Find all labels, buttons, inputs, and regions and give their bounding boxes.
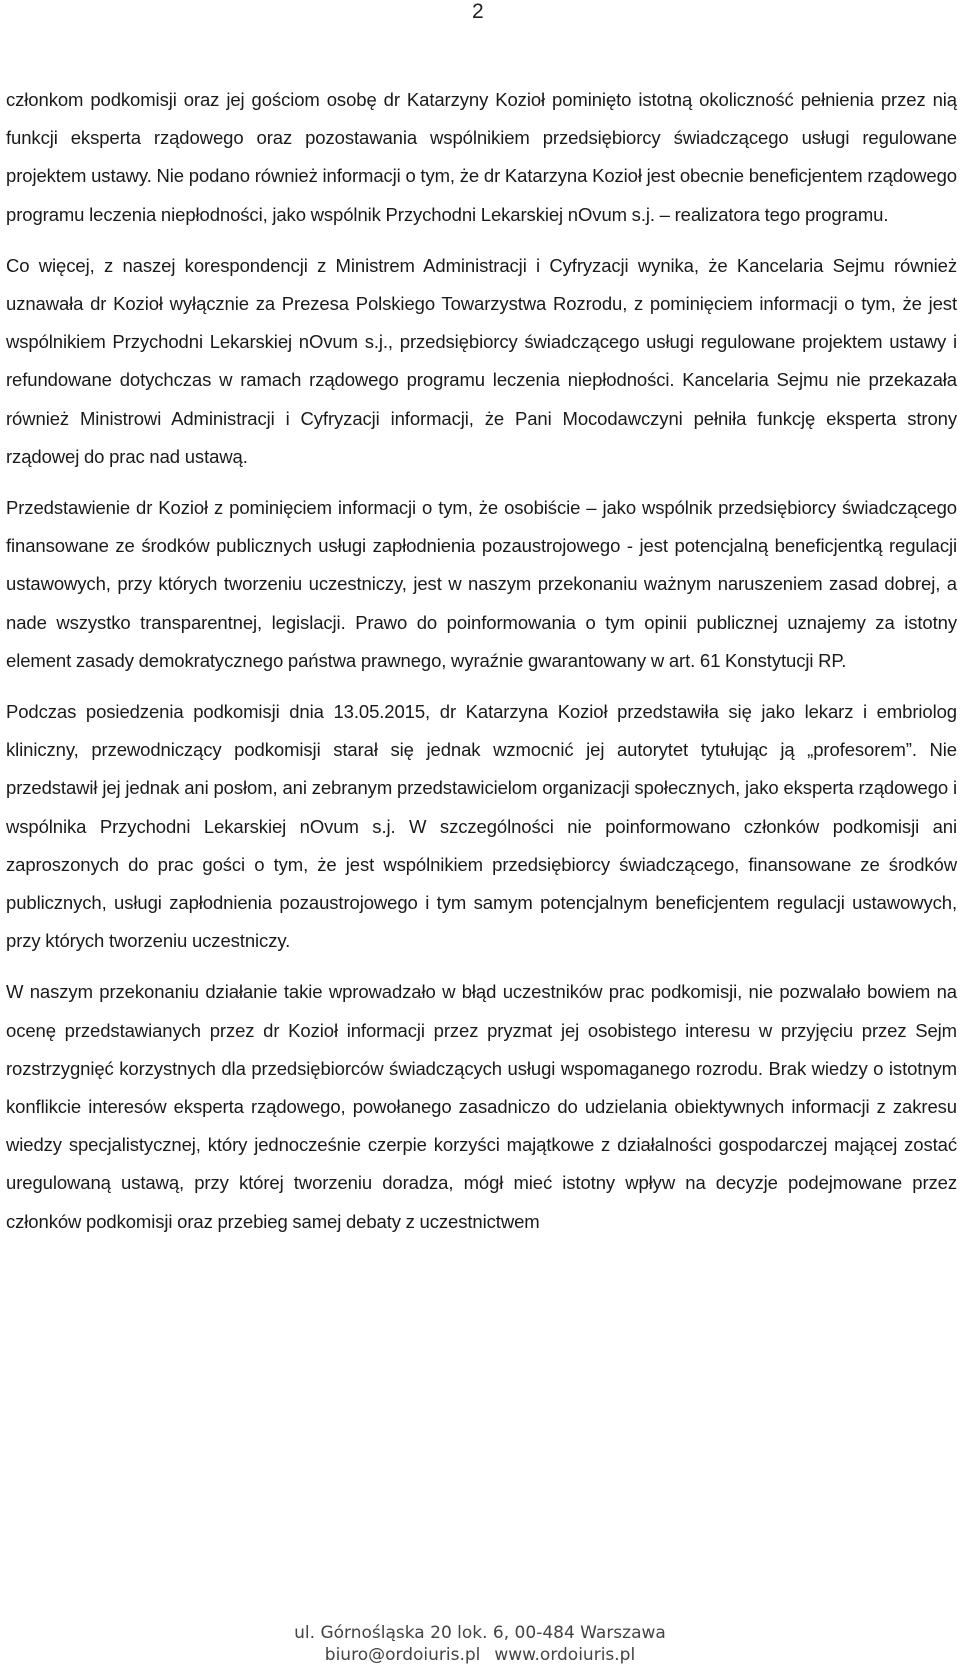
footer-address: ul. Górnośląska 20 lok. 6, 00-484 Warszawa <box>294 1623 666 1643</box>
footer-website[interactable]: www.ordoiuris.pl <box>494 1645 636 1665</box>
footer-email[interactable]: biuro@ordoiuris.pl <box>324 1645 481 1665</box>
footer-contact <box>0 1644 960 1666</box>
paragraph-4: Podczas posiedzenia podkomisji dnia 13.05.2015, dr Katarzyna Kozioł przedstawiła się jako lekarz i embriolog kliniczny, przewodniczący podkomisji starał się jednak wzmocnić jej autorytet tytułując ją „profesorem”. Nie przedstawił jej jednak ani posłom, ani zebranym przedstawicielom organizacji społecznych, jako eksperta rządowego i wspólnika Przychodni Lekarskiej nOvum s.j. W szczególności nie poinformowano członków podkomisji ani zaproszonych do prac gości o tym, że jest wspólnikiem przedsiębiorcy świadczącego, finansowane ze środków publicznych, usługi zapłodnienia pozaustrojowego i tym samym potencjalnym beneficjentem regulacji ustawowych, przy których tworzeniu uczestniczy. <box>6 701 957 952</box>
paragraph-2: Co więcej, z naszej korespondencji z Ministrem Administracji i Cyfryzacji wynika, że Kancelaria Sejmu również uznawała dr Kozioł wyłącznie za Prezesa Polskiego Towarzystwa Rozrodu, z pominięciem informacji o tym, że jest wspólnikiem Przychodni Lekarskiej nOvum s.j., przedsiębiorcy świadczącego usługi regulowane projektem ustawy i refundowane dotychczas w ramach rządowego programu leczenia niepłodności. Kancelaria Sejmu nie przekazała również Ministrowi Administracji i Cyfryzacji informacji, że Pani Mocodawczyni pełniła funkcję eksperta strony rządowej do prac nad ustawą. <box>6 254 957 467</box>
paragraph-1: członkom podkomisji oraz jej gościom osobę dr Katarzyny Kozioł pominięto istotną okoliczność pełnienia przez nią funkcji eksperta rządowego oraz pozostawania wspólnikiem przedsiębiorcy świadczącego usługi regulowane projektem ustawy. Nie podano również informacji o tym, że dr Katarzyna Kozioł jest obecnie beneficjentem rządowego programu leczenia niepłodności, jako wspólnik Przychodni Lekarskiej nOvum s.j. – realizatora tego programu. <box>6 89 957 225</box>
paragraph-3: Przedstawienie dr Kozioł z pominięciem informacji o tym, że osobiście – jako wspólnik przedsiębiorcy świadczącego finansowane ze środków publicznych usługi zapłodnienia pozaustrojowego - jest potencjalną beneficjentką regulacji ustawowych, przy których tworzeniu uczestniczy, jest w naszym przekonaniu ważnym naruszeniem zasad dobrej, a nade wszystko transparentnej, legislacji. Prawo do poinformowania o tym opinii publicznej uznajemy za istotny element zasady demokratycznego państwa prawnego, wyraźnie gwarantowany w art. 61 Konstytucji RP. <box>6 497 957 671</box>
page-number: 2 <box>472 0 484 23</box>
paragraph-5: W naszym przekonaniu działanie takie wprowadzało w błąd uczestników prac podkomisji, nie pozwalało bowiem na ocenę przedstawianych przez dr Kozioł informacji przez pryzmat jej osobistego interesu w przyjęciu przez Sejm rozstrzygnięć korzystnych dla przedsiębiorców świadczących usługi wspomaganego rozrodu. Brak wiedzy o istotnym konflikcie interesów eksperta rządowego, powołanego zasadniczo do udzielania obiektywnych informacji z zakresu wiedzy specjalistycznej, który jednocześnie czerpie korzyści majątkowe z działalności gospodarczej mającej zostać uregulowaną ustawą, przy której tworzeniu doradza, mógł mieć istotny wpływ na decyzje podejmowane przez członków podkomisji oraz przebieg samej debaty z uczestnictwem <box>6 981 957 1232</box>
page-footer <box>0 1622 960 1666</box>
document-body <box>6 81 957 1254</box>
